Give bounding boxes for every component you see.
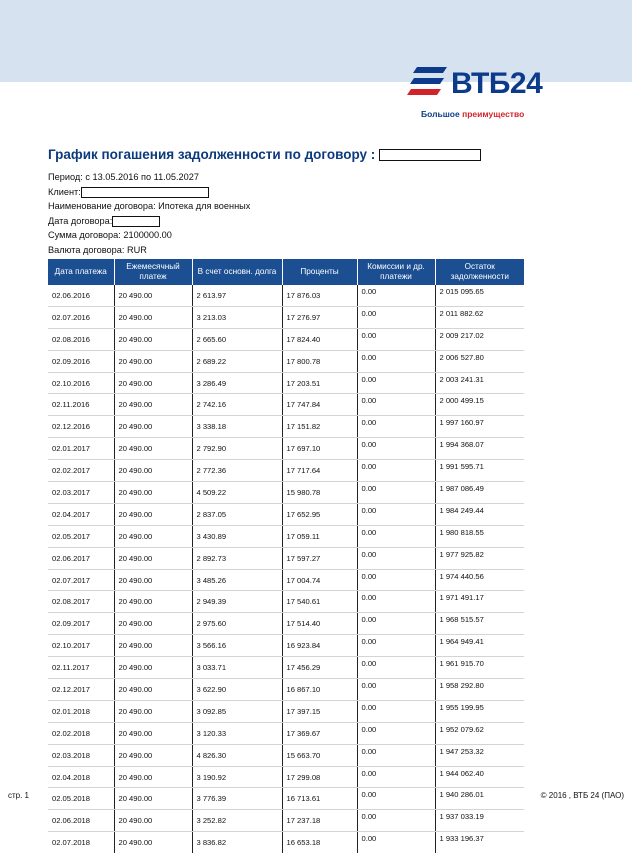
- table-body: [48, 285, 524, 853]
- cell-monthly-payment: 20 490.00: [114, 525, 192, 547]
- cell-interest: 17 203.51: [282, 372, 357, 394]
- cell-balance: 1 997 160.97: [435, 416, 524, 438]
- cell-interest: 17 004.74: [282, 569, 357, 591]
- table-row: [48, 438, 524, 460]
- cell-principal: 3 566.16: [192, 635, 282, 657]
- table-row: [48, 810, 524, 832]
- cell-balance: 2 006 527.80: [435, 350, 524, 372]
- cell-interest: 17 369.67: [282, 722, 357, 744]
- cell-principal: 2 792.90: [192, 438, 282, 460]
- cell-balance: 2 000 499.15: [435, 394, 524, 416]
- cell-date: 02.10.2017: [48, 635, 114, 657]
- logo-tagline-part1: Большое: [421, 109, 463, 119]
- col-header-date: Дата платежа: [48, 259, 114, 285]
- cell-date: 02.10.2016: [48, 372, 114, 394]
- cell-principal: 3 338.18: [192, 416, 282, 438]
- client-line: [48, 185, 250, 200]
- cell-interest: 17 747.84: [282, 394, 357, 416]
- cell-date: 02.02.2018: [48, 722, 114, 744]
- cell-date: 02.01.2017: [48, 438, 114, 460]
- cell-date: 02.08.2016: [48, 328, 114, 350]
- cell-monthly-payment: 20 490.00: [114, 810, 192, 832]
- cell-balance: 2 009 217.02: [435, 328, 524, 350]
- cell-commissions: 0.00: [357, 810, 435, 832]
- cell-date: 02.03.2018: [48, 744, 114, 766]
- table-row: [48, 372, 524, 394]
- cell-commissions: 0.00: [357, 394, 435, 416]
- cell-principal: 2 892.73: [192, 547, 282, 569]
- cell-monthly-payment: 20 490.00: [114, 788, 192, 810]
- currency-line: Валюта договора: RUR: [48, 244, 147, 255]
- cell-date: 02.04.2017: [48, 503, 114, 525]
- col-header-principal: В счет основн. долга: [192, 259, 282, 285]
- col-header-monthly-payment: Ежемесячный платеж: [114, 259, 192, 285]
- table-row: [48, 394, 524, 416]
- cell-interest: 15 663.70: [282, 744, 357, 766]
- table-row: [48, 657, 524, 679]
- cell-date: 02.07.2016: [48, 306, 114, 328]
- table-row: [48, 416, 524, 438]
- cell-date: 02.01.2018: [48, 700, 114, 722]
- cell-monthly-payment: 20 490.00: [114, 350, 192, 372]
- cell-date: 02.02.2017: [48, 460, 114, 482]
- cell-balance: 1 980 818.55: [435, 525, 524, 547]
- table-row: [48, 285, 524, 306]
- cell-balance: 1 991 595.71: [435, 460, 524, 482]
- cell-balance: 1 977 925.82: [435, 547, 524, 569]
- cell-date: 02.09.2016: [48, 350, 114, 372]
- cell-interest: 17 237.18: [282, 810, 357, 832]
- cell-monthly-payment: 20 490.00: [114, 744, 192, 766]
- cell-interest: 16 713.61: [282, 788, 357, 810]
- cell-monthly-payment: 20 490.00: [114, 328, 192, 350]
- cell-date: 02.11.2017: [48, 657, 114, 679]
- cell-interest: 17 717.64: [282, 460, 357, 482]
- table-row: [48, 460, 524, 482]
- cell-commissions: 0.00: [357, 635, 435, 657]
- cell-interest: 17 059.11: [282, 525, 357, 547]
- cell-principal: 3 120.33: [192, 722, 282, 744]
- cell-monthly-payment: 20 490.00: [114, 438, 192, 460]
- cell-principal: 2 665.60: [192, 328, 282, 350]
- cell-balance: 1 937 033.19: [435, 810, 524, 832]
- cell-date: 02.04.2018: [48, 766, 114, 788]
- cell-principal: 3 485.26: [192, 569, 282, 591]
- cell-date: 02.03.2017: [48, 482, 114, 504]
- document-title-text: График погашения задолженности по договору :: [48, 147, 376, 162]
- table-row: [48, 547, 524, 569]
- cell-commissions: 0.00: [357, 372, 435, 394]
- cell-date: 02.08.2017: [48, 591, 114, 613]
- cell-interest: 16 653.18: [282, 832, 357, 853]
- cell-monthly-payment: 20 490.00: [114, 832, 192, 853]
- cell-principal: 3 190.92: [192, 766, 282, 788]
- cell-commissions: 0.00: [357, 832, 435, 853]
- cell-balance: 1 961 915.70: [435, 657, 524, 679]
- cell-monthly-payment: 20 490.00: [114, 372, 192, 394]
- cell-interest: 15 980.78: [282, 482, 357, 504]
- document-meta: [48, 170, 250, 257]
- cell-date: 02.09.2017: [48, 613, 114, 635]
- cell-interest: 17 299.08: [282, 766, 357, 788]
- cell-monthly-payment: 20 490.00: [114, 679, 192, 701]
- cell-date: 02.07.2018: [52, 838, 91, 848]
- cell-balance: 1 994 368.07: [435, 438, 524, 460]
- cell-monthly-payment: 20 490.00: [114, 569, 192, 591]
- cell-commissions: 0.00: [357, 328, 435, 350]
- cell-commissions: 0.00: [357, 788, 435, 810]
- redacted-contract-date: [112, 216, 160, 227]
- cell-principal: 2 837.05: [192, 503, 282, 525]
- cell-date: 02.06.2017: [48, 547, 114, 569]
- cell-principal: 2 689.22: [192, 350, 282, 372]
- cell-principal: 2 949.39: [192, 591, 282, 613]
- cell-commissions: 0.00: [357, 482, 435, 504]
- cell-commissions: 0.00: [357, 460, 435, 482]
- table-row: [48, 679, 524, 701]
- cell-principal: 2 975.60: [192, 613, 282, 635]
- cell-monthly-payment: 20 490.00: [114, 657, 192, 679]
- cell-interest: 17 456.29: [282, 657, 357, 679]
- table-row: [48, 306, 524, 328]
- cell-balance: 2 015 095.65: [435, 285, 524, 306]
- cell-monthly-payment: 20 490.00: [114, 722, 192, 744]
- copyright: © 2016 , ВТБ 24 (ПАО): [540, 791, 624, 800]
- cell-principal: 3 213.03: [192, 306, 282, 328]
- table-row: [48, 635, 524, 657]
- cell-monthly-payment: 20 490.00: [114, 394, 192, 416]
- cell-interest: 17 597.27: [282, 547, 357, 569]
- cell-commissions: 0.00: [357, 503, 435, 525]
- cell-date: 02.06.2018: [48, 810, 114, 832]
- cell-principal: 3 622.90: [192, 679, 282, 701]
- cell-date: 02.06.2016: [48, 285, 114, 306]
- cell-commissions: 0.00: [357, 766, 435, 788]
- cell-interest: 17 824.40: [282, 328, 357, 350]
- cell-commissions: 0.00: [357, 744, 435, 766]
- table-row: [48, 722, 524, 744]
- document-title: [48, 147, 481, 162]
- cell-principal: 3 252.82: [192, 810, 282, 832]
- cell-interest: 17 397.15: [282, 700, 357, 722]
- cell-date: 02.05.2018: [48, 788, 114, 810]
- cell-balance: 2 011 882.62: [435, 306, 524, 328]
- table-row: [48, 700, 524, 722]
- cell-date: 02.05.2017: [48, 525, 114, 547]
- table-row: [48, 482, 524, 504]
- cell-balance: 1 940 286.01: [435, 788, 524, 810]
- cell-principal: 3 430.89: [192, 525, 282, 547]
- cell-interest: 16 923.84: [282, 635, 357, 657]
- table-header-row: [48, 259, 524, 285]
- cell-commissions: 0.00: [357, 569, 435, 591]
- contract-name-line: Наименование договора: Ипотека для военных: [48, 201, 251, 211]
- cell-interest: 17 652.95: [282, 503, 357, 525]
- table-row: [48, 744, 524, 766]
- table-row: [48, 525, 524, 547]
- cell-date: 02.12.2016: [48, 416, 114, 438]
- cell-principal: 2 772.36: [192, 460, 282, 482]
- cell-commissions: 0.00: [357, 591, 435, 613]
- redacted-client-name: [81, 187, 209, 198]
- cell-interest: 17 800.78: [282, 350, 357, 372]
- redacted-contract-number: [379, 149, 481, 161]
- col-header-commissions: Комиссии и др. платежи: [357, 259, 435, 285]
- contract-amount-line: Сумма договора: 2100000.00: [48, 230, 172, 240]
- cell-interest: 17 540.61: [282, 591, 357, 613]
- cell-monthly-payment: 20 490.00: [114, 285, 192, 306]
- cell-balance: 1 947 253.32: [435, 744, 524, 766]
- cell-principal: 3 033.71: [192, 657, 282, 679]
- table-row: [48, 503, 524, 525]
- cell-interest: 17 514.40: [282, 613, 357, 635]
- page-number: стр. 1: [8, 791, 30, 800]
- cell-interest: 16 867.10: [282, 679, 357, 701]
- cell-interest: 17 151.82: [282, 416, 357, 438]
- table-row: [48, 350, 524, 372]
- logo-brand-text: ВТБ24: [451, 67, 543, 100]
- cell-monthly-payment: 20 490.00: [114, 613, 192, 635]
- cell-monthly-payment: 20 490.00: [114, 547, 192, 569]
- cell-commissions: 0.00: [357, 525, 435, 547]
- table-row: [48, 613, 524, 635]
- cell-balance: 2 003 241.31: [435, 372, 524, 394]
- table-row: [48, 832, 524, 853]
- cell-balance: 1 968 515.57: [435, 613, 524, 635]
- cell-commissions: 0.00: [357, 416, 435, 438]
- table-row: [48, 328, 524, 350]
- cell-date: 02.07.2017: [48, 569, 114, 591]
- cell-balance: 1 933 196.37: [435, 832, 524, 853]
- table-row: [48, 569, 524, 591]
- cell-interest: 17 276.97: [282, 306, 357, 328]
- cell-commissions: 0.00: [357, 679, 435, 701]
- cell-balance: 1 987 086.49: [435, 482, 524, 504]
- cell-principal: 3 776.39: [192, 788, 282, 810]
- cell-monthly-payment: 20 490.00: [114, 503, 192, 525]
- cell-commissions: 0.00: [357, 657, 435, 679]
- vtb24-logo: [407, 65, 552, 123]
- cell-monthly-payment: 20 490.00: [114, 766, 192, 788]
- cell-principal: 2 742.16: [192, 394, 282, 416]
- cell-balance: 1 952 079.62: [435, 722, 524, 744]
- cell-balance: 1 958 292.80: [435, 679, 524, 701]
- logo-tagline: [421, 109, 571, 119]
- cell-balance: 1 964 949.41: [435, 635, 524, 657]
- cell-date: 02.11.2016: [48, 394, 114, 416]
- cell-commissions: 0.00: [357, 350, 435, 372]
- cell-interest: 17 697.10: [282, 438, 357, 460]
- cell-commissions: 0.00: [357, 438, 435, 460]
- client-label: Клиент:: [48, 186, 81, 197]
- col-header-balance: Остаток задолженности: [435, 259, 524, 285]
- cell-commissions: 0.00: [357, 285, 435, 306]
- cell-commissions: 0.00: [357, 306, 435, 328]
- logo-tagline-part2: преимущество: [462, 109, 525, 119]
- cell-principal: 3 836.82: [192, 832, 282, 853]
- cell-monthly-payment: 20 490.00: [114, 460, 192, 482]
- cell-monthly-payment: 20 490.00: [114, 416, 192, 438]
- cell-balance: 1 955 199.95: [435, 700, 524, 722]
- cell-monthly-payment: 20 490.00: [114, 306, 192, 328]
- cell-balance: 1 974 440.56: [435, 569, 524, 591]
- cell-balance: 1 984 249.44: [435, 503, 524, 525]
- contract-date-label: Дата договора:: [48, 215, 113, 226]
- cell-monthly-payment: 20 490.00: [114, 591, 192, 613]
- cell-principal: 4 509.22: [192, 482, 282, 504]
- cell-monthly-payment: 20 490.00: [114, 482, 192, 504]
- cell-principal: 3 092.85: [192, 700, 282, 722]
- vtb-flag-icon: [407, 65, 451, 99]
- cell-principal: 3 286.49: [192, 372, 282, 394]
- cell-balance: 1 971 491.17: [435, 591, 524, 613]
- col-header-interest: Проценты: [282, 259, 357, 285]
- cell-commissions: 0.00: [357, 700, 435, 722]
- period-line: Период: с 13.05.2016 по 11.05.2027: [48, 172, 199, 182]
- cell-commissions: 0.00: [357, 613, 435, 635]
- cell-balance: 1 944 062.40: [435, 766, 524, 788]
- cell-commissions: 0.00: [357, 722, 435, 744]
- table-row: [48, 766, 524, 788]
- cell-date: 02.12.2017: [48, 679, 114, 701]
- table-row: [48, 788, 524, 810]
- cell-interest: 17 876.03: [282, 285, 357, 306]
- table-row: [48, 591, 524, 613]
- cell-principal: 2 613.97: [192, 285, 282, 306]
- cell-monthly-payment: 20 490.00: [114, 635, 192, 657]
- cell-monthly-payment: 20 490.00: [114, 700, 192, 722]
- contract-date-line: [48, 214, 250, 229]
- cell-principal: 4 826.30: [192, 744, 282, 766]
- cell-commissions: 0.00: [357, 547, 435, 569]
- payment-schedule-table: [48, 259, 524, 853]
